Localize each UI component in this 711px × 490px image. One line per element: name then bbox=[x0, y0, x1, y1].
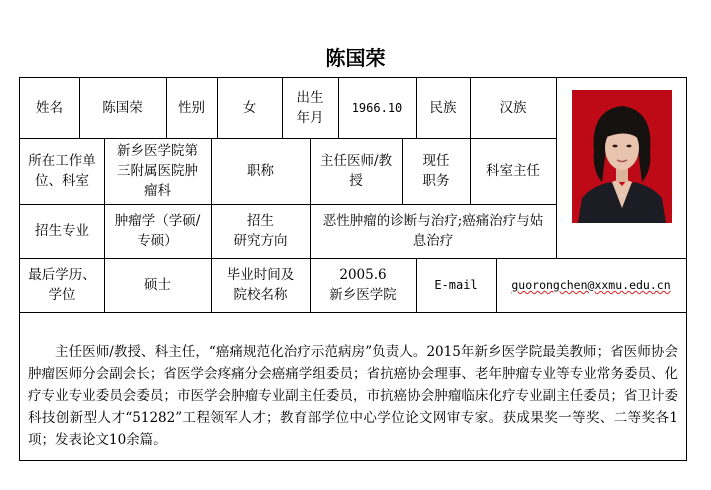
grad-label: 毕业时间及 院校名称 bbox=[226, 267, 295, 303]
email-label: E-mail bbox=[434, 278, 478, 292]
unit-value: 新乡医学院第 三附属医院肿 瘤科 bbox=[117, 143, 198, 199]
portrait-photo bbox=[572, 90, 672, 223]
degree-label: 最后学历、 学位 bbox=[28, 267, 96, 303]
title-label: 职称 bbox=[247, 163, 274, 179]
biography-text: 主任医师/教授、科主任，“癌痛规范化治疗示范病房”负责人。2015年新乡医学院最美教师；省医师协会肿瘤医师分会副会长；省医学会疼痛分会癌痛学组委员；省抗癌协会理事、老年肿瘤专业等专业常务委员、化疗专业专业委员会委员；市医学会肿瘤专业副主任委员，市抗癌协会肿瘤临床化疗专业副主任委员；省卫计委科技创新型人才“51282”工程领军人才；教育部学位中心学位论文网审专家。获成果奖一等奖、二等奖各1项；发表论文10余篇。 bbox=[28, 344, 678, 448]
profile-table bbox=[19, 77, 687, 461]
direction-value: 恶性肿瘤的诊断与治疗;癌痛治疗与姑 息治疗 bbox=[322, 213, 544, 249]
birth-value: 1966.10 bbox=[351, 101, 403, 115]
name-value: 陈国荣 bbox=[102, 100, 143, 116]
ethnic-value: 汉族 bbox=[499, 100, 527, 116]
email-link[interactable] bbox=[496, 258, 686, 312]
duty-label: 现任 职务 bbox=[422, 153, 450, 189]
email-value[interactable]: guorongchen@xxmu.edu.cn bbox=[511, 278, 671, 292]
grad-value: 2005.6 新乡医学院 bbox=[329, 267, 397, 303]
duty-value: 科室主任 bbox=[486, 163, 540, 179]
title-value: 主任医师/教 授 bbox=[319, 153, 393, 189]
name-label: 姓名 bbox=[36, 100, 63, 116]
direction-label: 招生 研究方向 bbox=[233, 213, 288, 249]
page-title: 陈国荣 bbox=[325, 46, 386, 70]
birth-label-text: 出生 年月 bbox=[296, 90, 324, 126]
gender-value: 女 bbox=[242, 100, 257, 116]
degree-value: 硕士 bbox=[144, 277, 171, 293]
birth-label bbox=[282, 78, 338, 138]
portrait-image bbox=[572, 90, 672, 223]
col-divider bbox=[556, 78, 557, 258]
major-label: 招生专业 bbox=[35, 223, 89, 239]
ethnic-label: 民族 bbox=[429, 100, 457, 116]
gender-label: 性别 bbox=[178, 100, 205, 116]
major-value: 肿瘤学（学硕/ 专硕） bbox=[114, 213, 201, 249]
unit-label: 所在工作单 位、科室 bbox=[28, 153, 96, 189]
